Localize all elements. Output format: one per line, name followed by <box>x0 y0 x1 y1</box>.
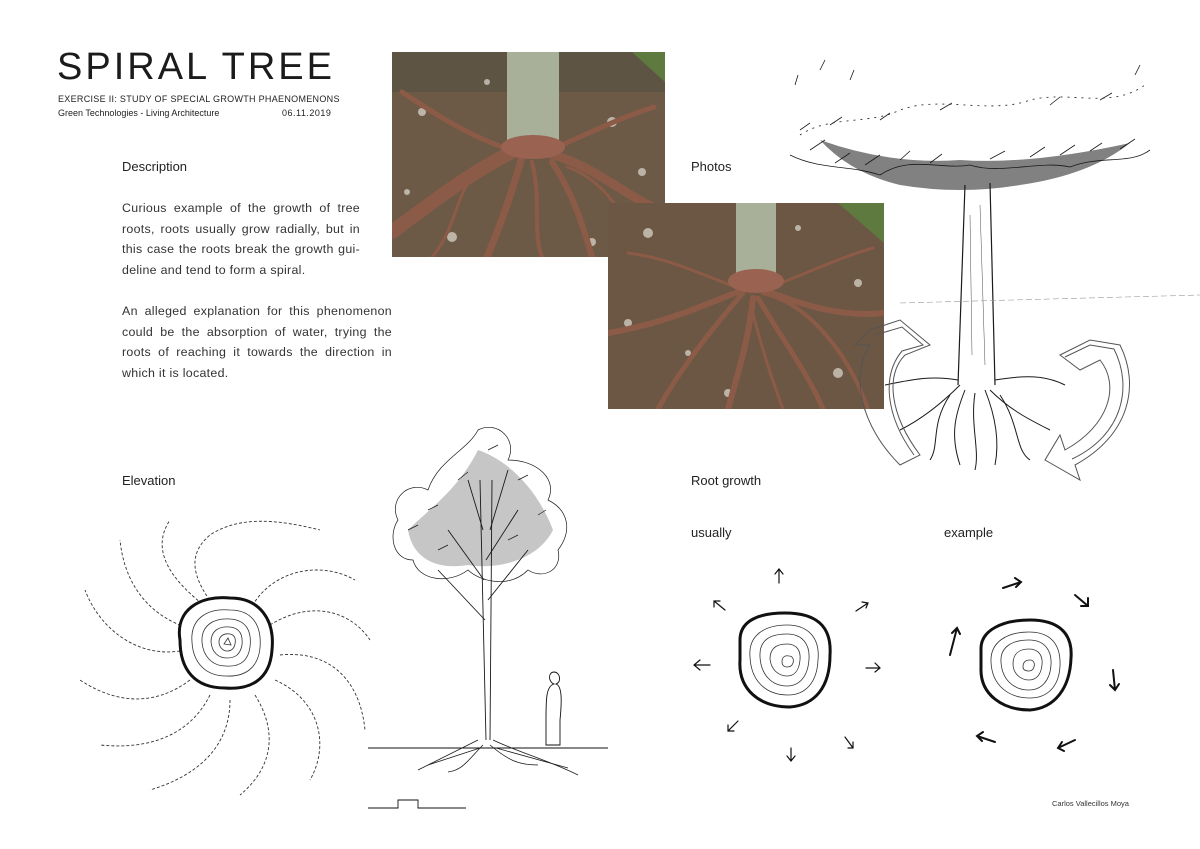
description-paragraph-1: Curious example of the growth of tree roots, roots usually grow radially, but in this case the roots break the growth gui-deline and tend to form a spiral. <box>122 201 360 277</box>
spiral-tree-sketch <box>790 55 1200 475</box>
usual-radial-growth-diagram <box>690 565 890 765</box>
description-paragraph-2: An alleged explanation for this phenomenon could be the absorption of water, trying the roots of reaching it towards the direction in which it is located. <box>122 304 392 380</box>
photos-heading: Photos <box>691 159 732 174</box>
usually-label: usually <box>691 525 732 540</box>
date-label: 06.11.2019 <box>282 108 332 118</box>
description-heading: Description <box>122 159 188 174</box>
elevation-heading: Elevation <box>122 473 176 488</box>
page-title: SPIRAL TREE <box>57 46 335 88</box>
course-name: Green Technologies - Living Architecture <box>58 108 220 118</box>
spiral-plan-drawing <box>80 510 370 800</box>
exercise-subtitle: EXERCISE II: STUDY OF SPECIAL GROWTH PHAENOMENONS <box>58 94 340 104</box>
example-spiral-growth-diagram <box>945 570 1145 770</box>
example-label: example <box>944 525 994 540</box>
author-credit: Carlos Vallecillos Moya <box>1052 799 1129 808</box>
root-growth-heading: Root growth <box>691 473 762 488</box>
tree-elevation-drawing <box>368 420 608 810</box>
